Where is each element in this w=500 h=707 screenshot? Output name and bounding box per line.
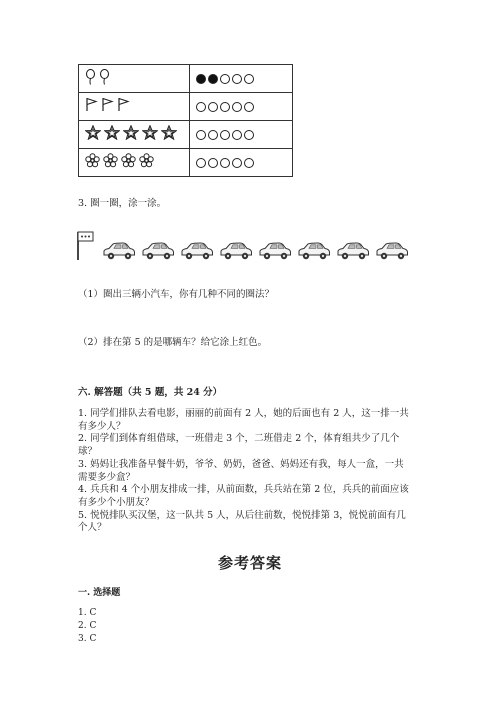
counting-row [79, 149, 293, 177]
car-icon[interactable] [219, 241, 253, 265]
icon-cell [79, 93, 190, 121]
empty-circle[interactable] [220, 158, 230, 168]
empty-circle[interactable] [232, 130, 242, 140]
empty-circle[interactable] [244, 158, 254, 168]
car-icon[interactable] [180, 241, 214, 265]
flower-icon [139, 153, 154, 172]
answer-section-title: 一. 选择题 [78, 588, 121, 598]
empty-circle[interactable] [244, 130, 254, 140]
car-icon[interactable] [141, 241, 175, 265]
balloon-icon [85, 69, 96, 89]
answer-item: 2. C [78, 621, 97, 631]
question-line: 2. 同学们到体育组借球，一班借走 3 个，二班借走 2 个，体育组共少了几个 [78, 433, 400, 445]
empty-circle[interactable] [232, 158, 242, 168]
section3-title: 3. 圈一圈，涂一涂。 [78, 198, 167, 209]
circle-cell [190, 121, 293, 149]
answer-key-title: 参考答案 [217, 554, 282, 572]
empty-circle[interactable] [208, 130, 218, 140]
circle-cell [190, 65, 293, 93]
empty-circle[interactable] [244, 74, 254, 84]
icon-cell [79, 149, 190, 177]
flag-icon [117, 97, 130, 116]
empty-circle[interactable] [220, 74, 230, 84]
icon-cell [79, 121, 190, 149]
circle-cell [190, 93, 293, 121]
car-icon[interactable] [375, 241, 409, 265]
counting-row [79, 121, 293, 149]
flower-icon [103, 153, 118, 172]
empty-circle[interactable] [196, 102, 206, 112]
empty-circle[interactable] [220, 130, 230, 140]
star-icon [104, 125, 120, 144]
counting-row [79, 65, 293, 93]
answer-item: 1. C [78, 608, 97, 618]
question-line: 个人？ [78, 522, 107, 534]
circle-cell [190, 149, 293, 177]
car-icon[interactable] [297, 241, 331, 265]
question-line: 1. 同学们排队去看电影，丽丽的前面有 2 人，她的后面也有 2 人，这一排一共 [78, 408, 409, 419]
section3-question-1: （1）圈出三辆小汽车，你有几种不同的圈法？ [78, 289, 275, 300]
flag-icon [101, 97, 114, 116]
star-icon [123, 125, 139, 144]
question-line: 5. 悦悦排队买汉堡，这一队共 5 人，从后往前数，悦悦排第 3，悦悦前面有几 [78, 509, 406, 521]
balloon-icon [99, 69, 110, 89]
counting-table [78, 64, 293, 177]
question-line: 球？ [78, 446, 98, 458]
car-icon[interactable] [102, 241, 136, 265]
filled-circle[interactable] [196, 74, 206, 84]
star-icon [85, 125, 101, 144]
question-line: 有多少个小朋友？ [78, 496, 155, 508]
empty-circle[interactable] [220, 102, 230, 112]
answer-item: 3. C [78, 634, 97, 644]
empty-circle[interactable] [196, 158, 206, 168]
empty-circle[interactable] [244, 102, 254, 112]
car-icon[interactable] [258, 241, 292, 265]
car-icon[interactable] [336, 241, 370, 265]
question-line: 需要多少盒？ [78, 471, 136, 483]
start-sign-icon [74, 229, 94, 265]
star-icon [142, 125, 158, 144]
filled-circle[interactable] [208, 74, 218, 84]
empty-circle[interactable] [196, 130, 206, 140]
section3-question-2: （2）排在第 5 的是哪辆车？给它涂上红色。 [78, 337, 268, 348]
question-line: 3. 妈妈让我准备早餐牛奶，爷爷、奶奶，爸爸、妈妈还有我，每人一盒，一共 [78, 458, 404, 470]
flower-icon [121, 153, 136, 172]
empty-circle[interactable] [232, 74, 242, 84]
empty-circle[interactable] [208, 158, 218, 168]
flag-icon [85, 97, 98, 116]
empty-circle[interactable] [232, 102, 242, 112]
question-line: 4. 兵兵和 4 个小朋友排成一排，从前面数，兵兵站在第 2 位，兵兵的前面应该 [78, 484, 409, 496]
car-row [74, 229, 414, 265]
star-icon [161, 125, 177, 144]
flower-icon [85, 153, 100, 172]
icon-cell [79, 65, 190, 93]
counting-row [79, 93, 293, 121]
question-line: 有多少人？ [78, 420, 126, 432]
section6-title: 六. 解答题（共 5 题，共 24 分） [78, 387, 223, 398]
empty-circle[interactable] [208, 102, 218, 112]
